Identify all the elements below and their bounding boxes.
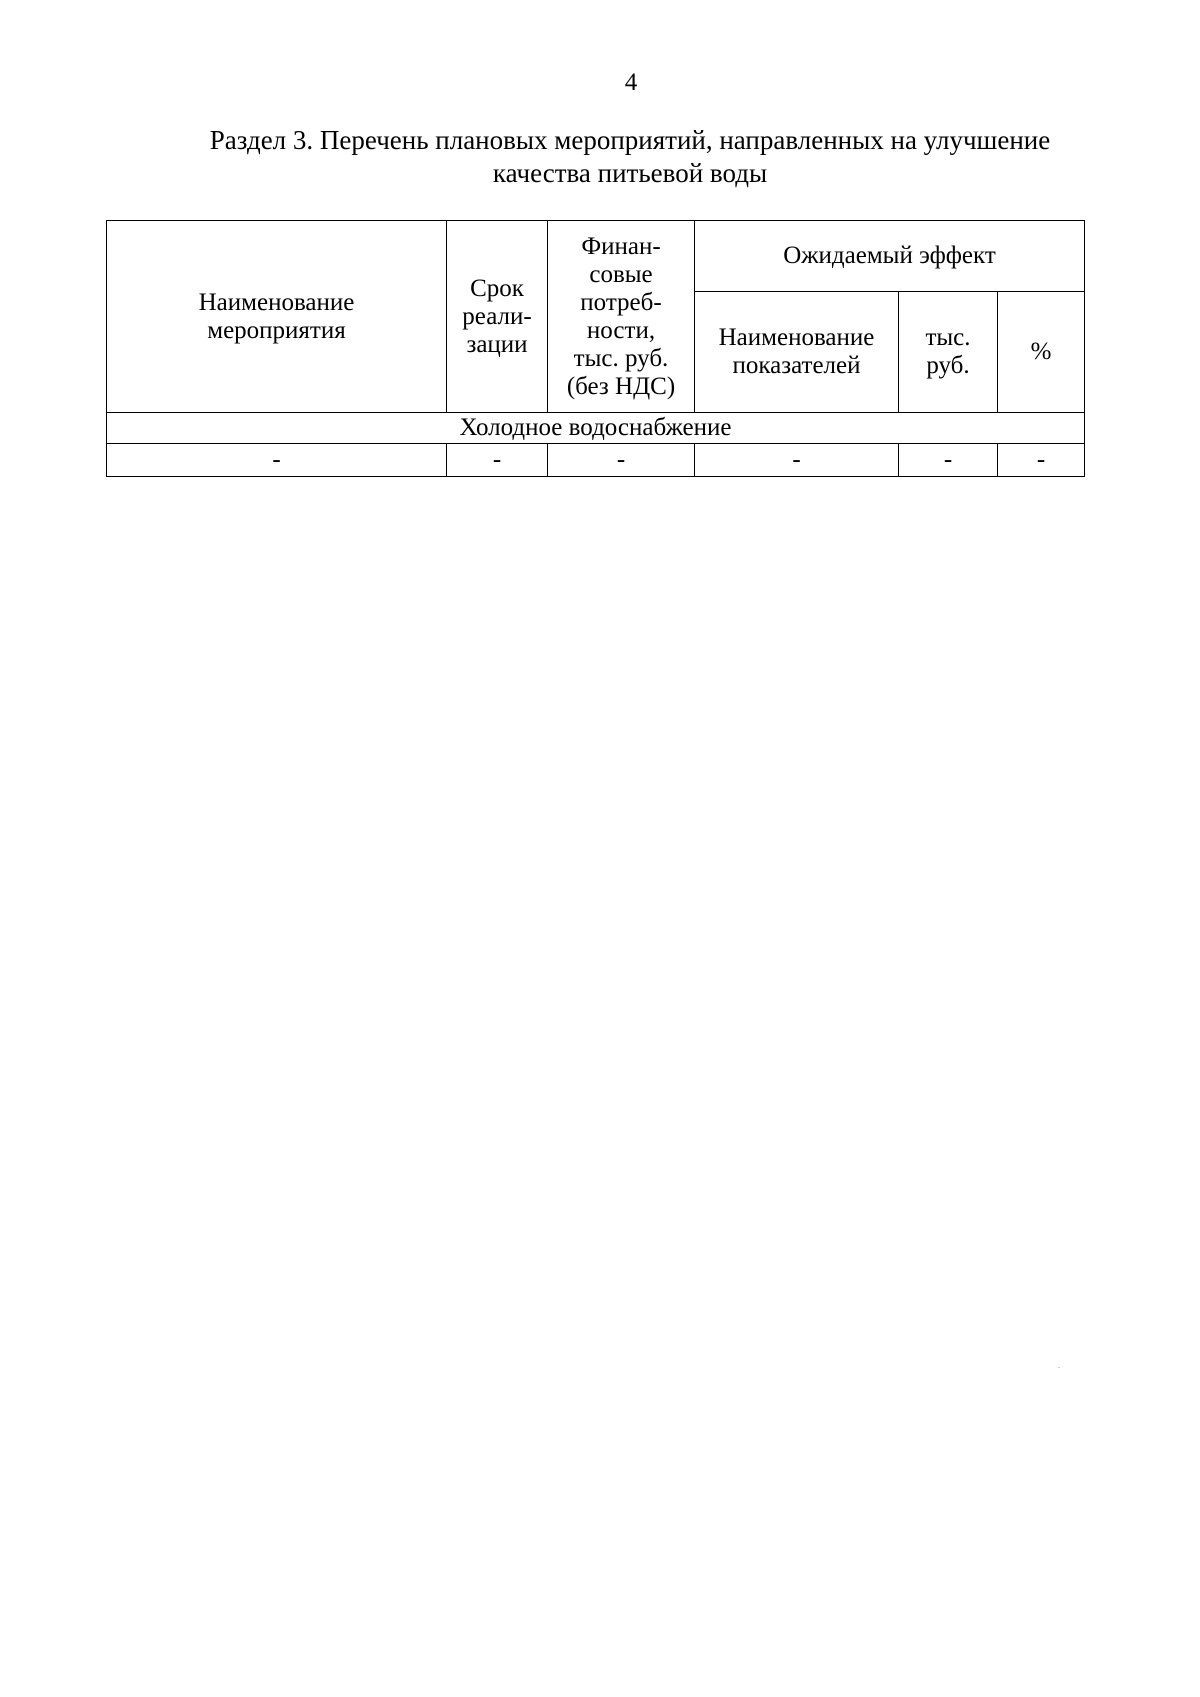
table-cell: - — [447, 444, 548, 477]
header-indicator-name: Наименование показателей — [695, 292, 899, 413]
header-term: Срок реали- зации — [447, 221, 548, 413]
header-percent: % — [998, 292, 1085, 413]
section-title — [100, 124, 1160, 190]
scan-speck — [1058, 1367, 1060, 1368]
table-cell: - — [899, 444, 998, 477]
table-cell: - — [107, 444, 447, 477]
page-number: 4 — [624, 69, 638, 96]
table-section-row — [107, 413, 1085, 444]
header-expected-effect: Ожидаемый эффект — [695, 221, 1085, 292]
header-financial-needs: Финан- совые потреб- ности, тыс. руб. (без НДС) — [548, 221, 695, 413]
table-cell: - — [695, 444, 899, 477]
section-title-line-1: Раздел 3. Перечень плановых мероприятий, направленных на улучшение — [209, 125, 1051, 155]
table-row — [107, 444, 1085, 477]
table-cell: - — [548, 444, 695, 477]
header-measure-name: Наименование мероприятия — [107, 221, 447, 413]
header-thousand-rub: тыс. руб. — [899, 292, 998, 413]
table-cell: - — [998, 444, 1085, 477]
measures-table — [106, 220, 1085, 477]
section-label-cold-water: Холодное водоснабжение — [107, 413, 1085, 444]
table-header-row — [107, 221, 1085, 292]
section-title-line-2: качества питьевой воды — [492, 158, 768, 188]
